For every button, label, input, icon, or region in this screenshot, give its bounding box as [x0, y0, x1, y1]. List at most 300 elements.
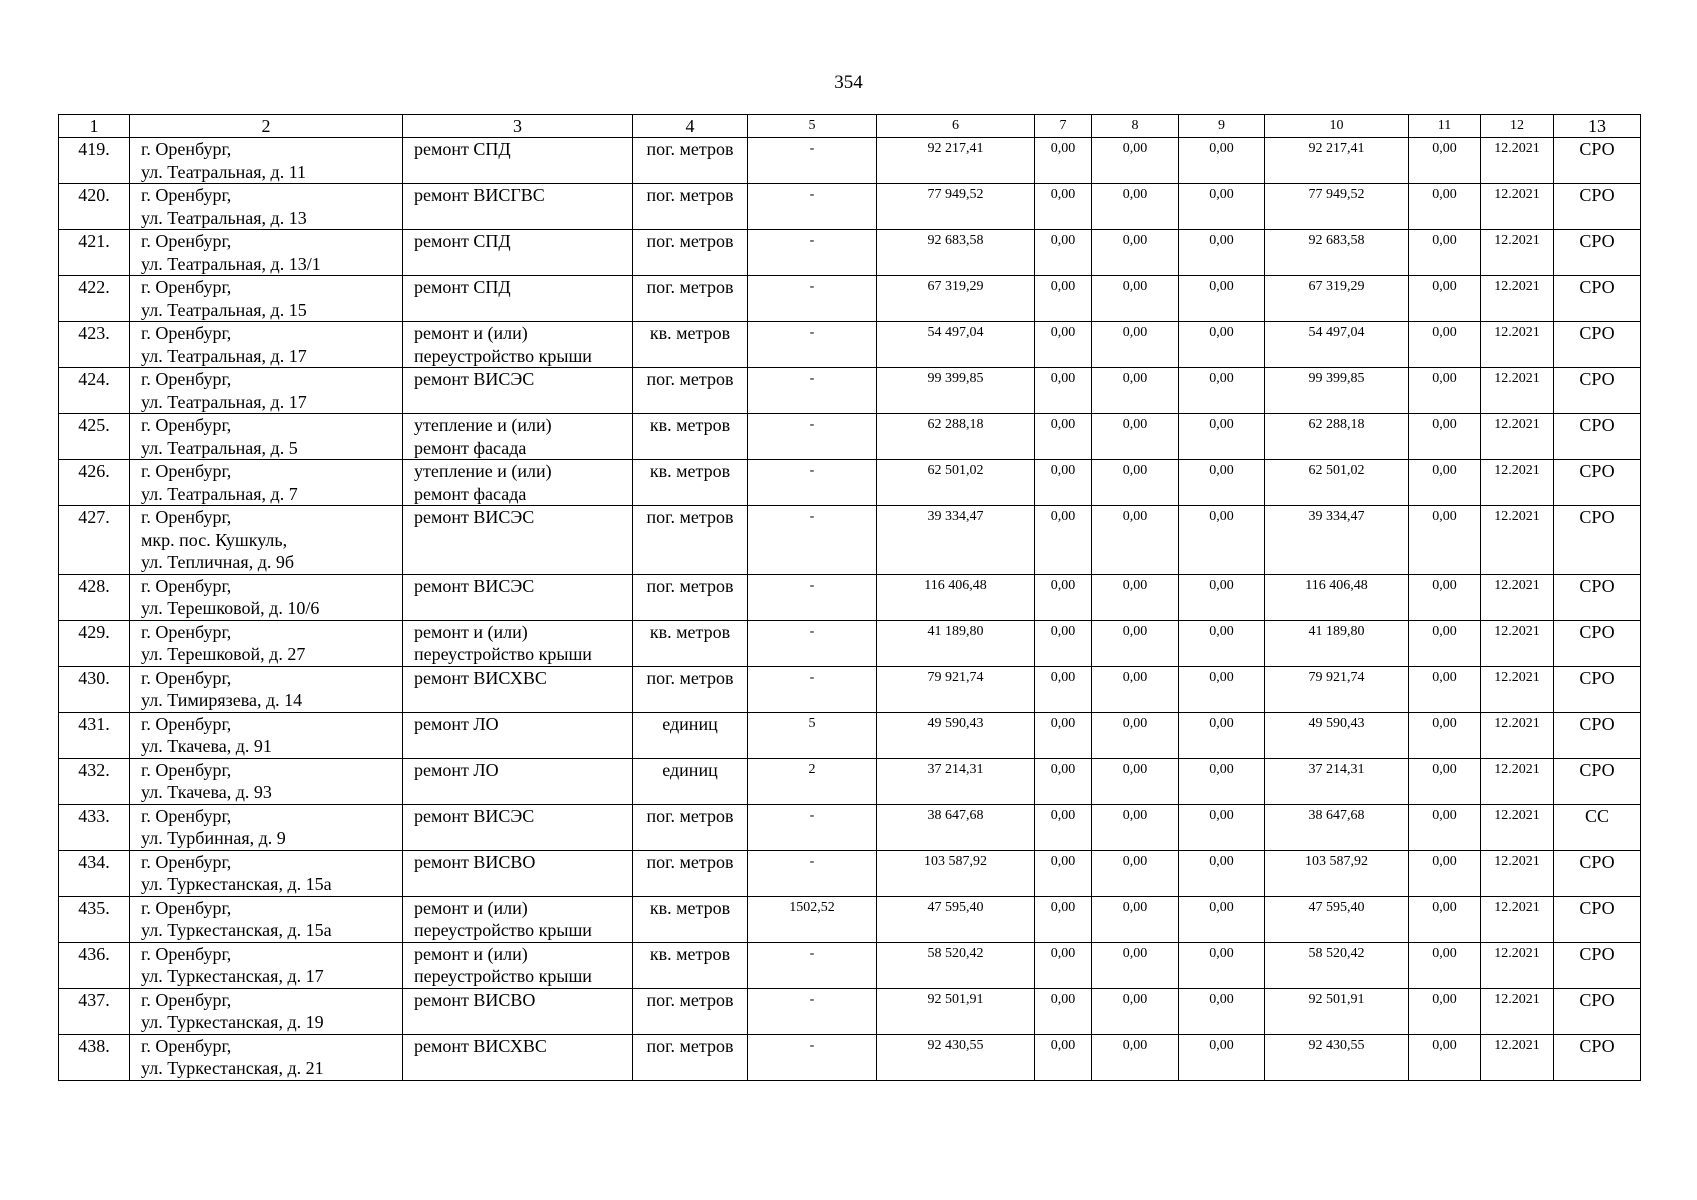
address-city: г. Оренбург,: [141, 667, 232, 688]
value-c12: 12.2021: [1481, 414, 1554, 460]
contractor-code: СРО: [1554, 368, 1641, 414]
value-c5: -: [748, 988, 877, 1034]
value-c5: -: [748, 414, 877, 460]
unit-cell: кв. метров: [633, 322, 748, 368]
value-c12: 12.2021: [1481, 506, 1554, 575]
unit-cell: пог. метров: [633, 230, 748, 276]
value-c9: 0,00: [1179, 1034, 1265, 1080]
contractor-code: СС: [1554, 804, 1641, 850]
table-row: [59, 138, 1641, 184]
value-c11: 0,00: [1409, 1034, 1481, 1080]
unit-cell: пог. метров: [633, 850, 748, 896]
value-c10: 49 590,43: [1265, 712, 1409, 758]
value-c9: 0,00: [1179, 414, 1265, 460]
value-c11: 0,00: [1409, 276, 1481, 322]
address-line: ул. Театральная, д. 5: [141, 437, 298, 458]
contractor-code: СРО: [1554, 620, 1641, 666]
value-c10: 58 520,42: [1265, 942, 1409, 988]
address-cell: [130, 230, 403, 276]
value-c9: 0,00: [1179, 138, 1265, 184]
value-c10: 37 214,31: [1265, 758, 1409, 804]
row-number: 424.: [59, 368, 130, 414]
col-header-9: 9: [1179, 115, 1265, 138]
contractor-code: СРО: [1554, 666, 1641, 712]
value-c10: 92 501,91: [1265, 988, 1409, 1034]
value-c5: -: [748, 850, 877, 896]
address-city: г. Оренбург,: [141, 231, 232, 251]
work-type-cell: [403, 758, 633, 804]
value-c6: 92 217,41: [877, 138, 1035, 184]
col-header-6: 6: [877, 115, 1035, 138]
value-c12: 12.2021: [1481, 230, 1554, 276]
value-c10: 62 288,18: [1265, 414, 1409, 460]
unit-cell: пог. метров: [633, 276, 748, 322]
work-type-line: ремонт ВИСГВС: [414, 185, 545, 205]
address-line: ул. Ткачева, д. 91: [141, 736, 272, 756]
value-c8: 0,00: [1092, 368, 1179, 414]
value-c8: 0,00: [1092, 758, 1179, 804]
work-type-line: ремонт СПД: [414, 231, 511, 251]
unit-cell: кв. метров: [633, 896, 748, 942]
value-c8: 0,00: [1092, 414, 1179, 460]
address-cell: [130, 804, 403, 850]
work-type-line: переустройство крыши: [414, 644, 592, 664]
work-type-cell: [403, 804, 633, 850]
value-c6: 92 683,58: [877, 230, 1035, 276]
value-c7: 0,00: [1035, 804, 1092, 850]
value-c7: 0,00: [1035, 988, 1092, 1034]
contractor-code: СРО: [1554, 460, 1641, 506]
value-c12: 12.2021: [1481, 1034, 1554, 1080]
unit-cell: пог. метров: [633, 988, 748, 1034]
table-row: [59, 712, 1641, 758]
unit-cell: пог. метров: [633, 574, 748, 620]
value-c9: 0,00: [1179, 666, 1265, 712]
work-type-line: ремонт и (или): [414, 943, 528, 964]
value-c8: 0,00: [1092, 276, 1179, 322]
value-c8: 0,00: [1092, 850, 1179, 896]
contractor-code: СРО: [1554, 506, 1641, 575]
address-cell: [130, 184, 403, 230]
unit-cell: пог. метров: [633, 368, 748, 414]
work-type-cell: [403, 712, 633, 758]
work-type-line: ремонт и (или): [414, 323, 528, 343]
value-c7: 0,00: [1035, 1034, 1092, 1080]
row-number: 438.: [59, 1034, 130, 1080]
work-type-cell: [403, 322, 633, 368]
address-cell: [130, 712, 403, 758]
work-type-cell: [403, 368, 633, 414]
col-header-12: 12: [1481, 115, 1554, 138]
table-row: [59, 574, 1641, 620]
value-c12: 12.2021: [1481, 804, 1554, 850]
address-city: г. Оренбург,: [141, 507, 232, 527]
value-c12: 12.2021: [1481, 368, 1554, 414]
table-row: [59, 322, 1641, 368]
work-type-cell: [403, 896, 633, 942]
value-c8: 0,00: [1092, 712, 1179, 758]
work-type-cell: [403, 138, 633, 184]
value-c5: -: [748, 942, 877, 988]
value-c12: 12.2021: [1481, 184, 1554, 230]
address-line: ул. Терешковой, д. 27: [141, 644, 306, 664]
address-cell: [130, 460, 403, 506]
value-c7: 0,00: [1035, 758, 1092, 804]
row-number: 422.: [59, 276, 130, 322]
work-type-cell: [403, 1034, 633, 1080]
address-line: ул. Театральная, д. 7: [141, 483, 298, 504]
value-c7: 0,00: [1035, 276, 1092, 322]
address-line: ул. Тепличная, д. 9б: [141, 552, 295, 572]
row-number: 429.: [59, 620, 130, 666]
table-row: [59, 758, 1641, 804]
value-c6: 103 587,92: [877, 850, 1035, 896]
value-c9: 0,00: [1179, 712, 1265, 758]
value-c9: 0,00: [1179, 988, 1265, 1034]
table-row: [59, 804, 1641, 850]
address-city: г. Оренбург,: [141, 805, 232, 826]
work-type-cell: [403, 942, 633, 988]
value-c7: 0,00: [1035, 850, 1092, 896]
value-c6: 116 406,48: [877, 574, 1035, 620]
contractor-code: СРО: [1554, 574, 1641, 620]
work-type-line: ремонт СПД: [414, 277, 511, 297]
row-number: 427.: [59, 506, 130, 575]
unit-cell: кв. метров: [633, 414, 748, 460]
contractor-code: СРО: [1554, 322, 1641, 368]
value-c7: 0,00: [1035, 184, 1092, 230]
row-number: 434.: [59, 850, 130, 896]
address-line: ул. Театральная, д. 13/1: [141, 253, 321, 274]
address-cell: [130, 896, 403, 942]
work-type-cell: [403, 184, 633, 230]
value-c6: 79 921,74: [877, 666, 1035, 712]
col-header-8: 8: [1092, 115, 1179, 138]
col-header-11: 11: [1409, 115, 1481, 138]
address-cell: [130, 322, 403, 368]
unit-cell: единиц: [633, 712, 748, 758]
value-c11: 0,00: [1409, 322, 1481, 368]
value-c11: 0,00: [1409, 988, 1481, 1034]
value-c5: -: [748, 230, 877, 276]
value-c8: 0,00: [1092, 322, 1179, 368]
value-c7: 0,00: [1035, 230, 1092, 276]
value-c12: 12.2021: [1481, 666, 1554, 712]
unit-cell: единиц: [633, 758, 748, 804]
unit-cell: пог. метров: [633, 506, 748, 575]
contractor-code: СРО: [1554, 276, 1641, 322]
address-cell: [130, 850, 403, 896]
work-type-cell: [403, 230, 633, 276]
work-type-line: ремонт ВИСЭС: [414, 507, 535, 527]
value-c10: 54 497,04: [1265, 322, 1409, 368]
row-number: 433.: [59, 804, 130, 850]
value-c6: 37 214,31: [877, 758, 1035, 804]
unit-cell: пог. метров: [633, 804, 748, 850]
contractor-code: СРО: [1554, 896, 1641, 942]
value-c8: 0,00: [1092, 988, 1179, 1034]
value-c8: 0,00: [1092, 896, 1179, 942]
value-c9: 0,00: [1179, 276, 1265, 322]
value-c10: 92 683,58: [1265, 230, 1409, 276]
address-line: ул. Театральная, д. 17: [141, 345, 307, 366]
value-c5: -: [748, 620, 877, 666]
value-c6: 49 590,43: [877, 712, 1035, 758]
value-c7: 0,00: [1035, 666, 1092, 712]
value-c5: -: [748, 276, 877, 322]
unit-cell: пог. метров: [633, 138, 748, 184]
contractor-code: СРО: [1554, 414, 1641, 460]
col-header-13: 13: [1554, 115, 1641, 138]
value-c12: 12.2021: [1481, 460, 1554, 506]
address-city: г. Оренбург,: [141, 713, 232, 734]
value-c8: 0,00: [1092, 574, 1179, 620]
table-row: [59, 666, 1641, 712]
address-line: ул. Тимирязева, д. 14: [141, 690, 303, 710]
row-number: 430.: [59, 666, 130, 712]
contractor-code: СРО: [1554, 138, 1641, 184]
work-type-line: ремонт ВИСВО: [414, 989, 536, 1010]
address-city: г. Оренбург,: [141, 323, 232, 343]
work-type-line: ремонт ВИСЭС: [414, 369, 535, 389]
value-c12: 12.2021: [1481, 896, 1554, 942]
col-header-2: 2: [130, 115, 403, 138]
value-c9: 0,00: [1179, 368, 1265, 414]
work-type-line: ремонт фасада: [414, 437, 527, 458]
address-cell: [130, 942, 403, 988]
value-c12: 12.2021: [1481, 138, 1554, 184]
value-c8: 0,00: [1092, 138, 1179, 184]
work-type-cell: [403, 620, 633, 666]
value-c9: 0,00: [1179, 758, 1265, 804]
work-type-line: ремонт ВИСЭС: [414, 805, 535, 826]
value-c12: 12.2021: [1481, 758, 1554, 804]
work-type-line: утепление и (или): [414, 415, 552, 435]
table-row: [59, 184, 1641, 230]
value-c10: 99 399,85: [1265, 368, 1409, 414]
repair-schedule-table: [58, 114, 1641, 1081]
col-header-3: 3: [403, 115, 633, 138]
address-cell: [130, 574, 403, 620]
work-type-line: ремонт фасада: [414, 483, 527, 504]
work-type-line: переустройство крыши: [414, 920, 592, 940]
row-number: 437.: [59, 988, 130, 1034]
value-c10: 62 501,02: [1265, 460, 1409, 506]
table-row: [59, 368, 1641, 414]
work-type-line: ремонт и (или): [414, 621, 528, 642]
unit-cell: пог. метров: [633, 1034, 748, 1080]
address-city: г. Оренбург,: [141, 989, 232, 1010]
address-line: ул. Театральная, д. 13: [141, 207, 307, 228]
contractor-code: СРО: [1554, 230, 1641, 276]
address-city: г. Оренбург,: [141, 621, 232, 642]
value-c11: 0,00: [1409, 896, 1481, 942]
value-c9: 0,00: [1179, 506, 1265, 575]
table-row: [59, 506, 1641, 575]
value-c5: -: [748, 574, 877, 620]
value-c12: 12.2021: [1481, 850, 1554, 896]
value-c8: 0,00: [1092, 666, 1179, 712]
value-c10: 47 595,40: [1265, 896, 1409, 942]
value-c8: 0,00: [1092, 1034, 1179, 1080]
table-row: [59, 850, 1641, 896]
value-c5: -: [748, 138, 877, 184]
value-c7: 0,00: [1035, 368, 1092, 414]
work-type-cell: [403, 574, 633, 620]
unit-cell: пог. метров: [633, 184, 748, 230]
work-type-cell: [403, 506, 633, 575]
address-city: г. Оренбург,: [141, 1035, 232, 1056]
table-row: [59, 620, 1641, 666]
value-c6: 38 647,68: [877, 804, 1035, 850]
work-type-line: ремонт СПД: [414, 139, 511, 159]
table-row: [59, 1034, 1641, 1080]
value-c11: 0,00: [1409, 850, 1481, 896]
work-type-line: ремонт ЛО: [414, 713, 499, 734]
row-number: 436.: [59, 942, 130, 988]
value-c7: 0,00: [1035, 620, 1092, 666]
address-city: г. Оренбург,: [141, 185, 232, 205]
value-c11: 0,00: [1409, 804, 1481, 850]
table-row: [59, 896, 1641, 942]
value-c12: 12.2021: [1481, 712, 1554, 758]
address-city: г. Оренбург,: [141, 277, 232, 297]
value-c12: 12.2021: [1481, 942, 1554, 988]
work-type-cell: [403, 850, 633, 896]
row-number: 431.: [59, 712, 130, 758]
value-c9: 0,00: [1179, 460, 1265, 506]
col-header-10: 10: [1265, 115, 1409, 138]
value-c11: 0,00: [1409, 574, 1481, 620]
table-row: [59, 414, 1641, 460]
col-header-1: 1: [59, 115, 130, 138]
address-cell: [130, 506, 403, 575]
value-c7: 0,00: [1035, 712, 1092, 758]
value-c12: 12.2021: [1481, 988, 1554, 1034]
col-header-5: 5: [748, 115, 877, 138]
row-number: 428.: [59, 574, 130, 620]
value-c12: 12.2021: [1481, 620, 1554, 666]
value-c6: 47 595,40: [877, 896, 1035, 942]
value-c5: 2: [748, 758, 877, 804]
value-c8: 0,00: [1092, 506, 1179, 575]
value-c9: 0,00: [1179, 850, 1265, 896]
value-c8: 0,00: [1092, 620, 1179, 666]
value-c10: 38 647,68: [1265, 804, 1409, 850]
work-type-cell: [403, 988, 633, 1034]
value-c6: 62 501,02: [877, 460, 1035, 506]
value-c6: 67 319,29: [877, 276, 1035, 322]
value-c11: 0,00: [1409, 506, 1481, 575]
value-c6: 41 189,80: [877, 620, 1035, 666]
value-c11: 0,00: [1409, 666, 1481, 712]
value-c8: 0,00: [1092, 942, 1179, 988]
value-c5: -: [748, 184, 877, 230]
address-city: г. Оренбург,: [141, 575, 232, 596]
address-city: г. Оренбург,: [141, 461, 232, 481]
contractor-code: СРО: [1554, 712, 1641, 758]
value-c9: 0,00: [1179, 896, 1265, 942]
work-type-line: ремонт ВИСХВС: [414, 1035, 547, 1056]
value-c11: 0,00: [1409, 712, 1481, 758]
unit-cell: пог. метров: [633, 666, 748, 712]
table-row: [59, 230, 1641, 276]
work-type-line: ремонт ВИСВО: [414, 851, 536, 872]
header-row: [59, 115, 1641, 138]
value-c5: -: [748, 460, 877, 506]
address-city: г. Оренбург,: [141, 759, 232, 780]
address-city: г. Оренбург,: [141, 369, 232, 389]
value-c12: 12.2021: [1481, 276, 1554, 322]
value-c8: 0,00: [1092, 460, 1179, 506]
value-c10: 39 334,47: [1265, 506, 1409, 575]
value-c10: 67 319,29: [1265, 276, 1409, 322]
unit-cell: кв. метров: [633, 942, 748, 988]
contractor-code: СРО: [1554, 1034, 1641, 1080]
row-number: 425.: [59, 414, 130, 460]
value-c10: 116 406,48: [1265, 574, 1409, 620]
value-c9: 0,00: [1179, 574, 1265, 620]
row-number: 419.: [59, 138, 130, 184]
value-c7: 0,00: [1035, 138, 1092, 184]
address-line: ул. Туркестанская, д. 15а: [141, 874, 332, 894]
address-cell: [130, 620, 403, 666]
col-header-7: 7: [1035, 115, 1092, 138]
work-type-line: ремонт ЛО: [414, 759, 499, 780]
page-number: 354: [834, 72, 863, 93]
work-type-line: ремонт и (или): [414, 897, 528, 918]
work-type-line: ремонт ВИСХВС: [414, 667, 547, 688]
address-line: ул. Театральная, д. 15: [141, 299, 307, 320]
value-c6: 92 430,55: [877, 1034, 1035, 1080]
value-c10: 77 949,52: [1265, 184, 1409, 230]
value-c7: 0,00: [1035, 574, 1092, 620]
value-c7: 0,00: [1035, 942, 1092, 988]
value-c11: 0,00: [1409, 230, 1481, 276]
address-city: г. Оренбург,: [141, 897, 232, 918]
work-type-line: переустройство крыши: [414, 966, 592, 986]
work-type-cell: [403, 276, 633, 322]
value-c5: 5: [748, 712, 877, 758]
address-line: мкр. пос. Кушкуль,: [141, 529, 288, 550]
address-line: ул. Туркестанская, д. 17: [141, 966, 324, 986]
address-cell: [130, 758, 403, 804]
value-c6: 92 501,91: [877, 988, 1035, 1034]
value-c9: 0,00: [1179, 804, 1265, 850]
table-row: [59, 460, 1641, 506]
address-line: ул. Турбинная, д. 9: [141, 828, 286, 848]
value-c7: 0,00: [1035, 506, 1092, 575]
value-c5: -: [748, 666, 877, 712]
table-row: [59, 276, 1641, 322]
address-cell: [130, 666, 403, 712]
table-row: [59, 988, 1641, 1034]
value-c9: 0,00: [1179, 184, 1265, 230]
value-c10: 103 587,92: [1265, 850, 1409, 896]
address-city: г. Оренбург,: [141, 415, 232, 435]
value-c12: 12.2021: [1481, 574, 1554, 620]
value-c8: 0,00: [1092, 230, 1179, 276]
value-c5: -: [748, 804, 877, 850]
value-c8: 0,00: [1092, 804, 1179, 850]
contractor-code: СРО: [1554, 988, 1641, 1034]
address-city: г. Оренбург,: [141, 943, 232, 964]
value-c9: 0,00: [1179, 230, 1265, 276]
value-c12: 12.2021: [1481, 322, 1554, 368]
value-c8: 0,00: [1092, 184, 1179, 230]
contractor-code: СРО: [1554, 758, 1641, 804]
table-row: [59, 942, 1641, 988]
